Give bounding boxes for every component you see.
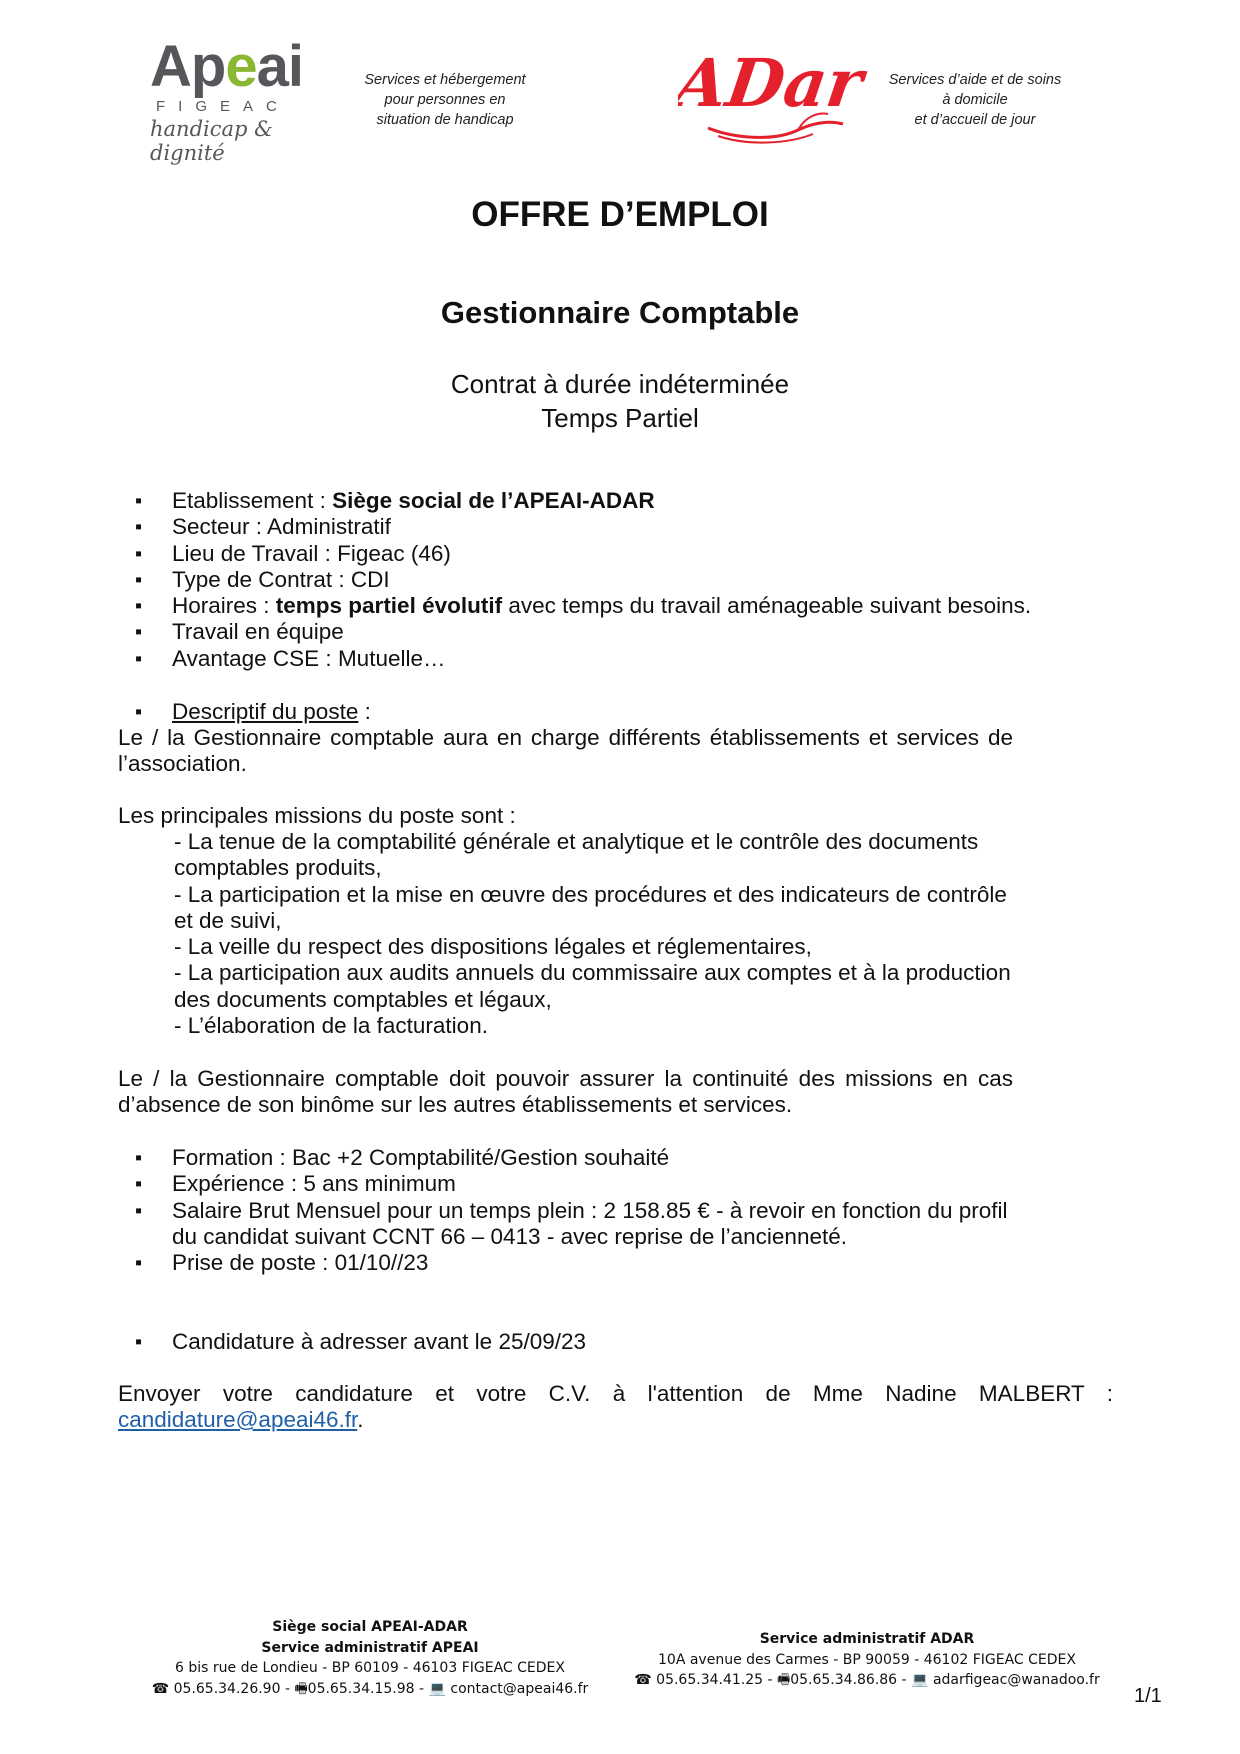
job-title: Gestionnaire Comptable [440, 295, 800, 330]
mission-item: - La veille du respect des dispositions légales et réglementaires, [174, 934, 812, 960]
list-item-horaires: ▪ Horaires : temps partiel évolutif avec temps du travail aménageable suivant besoins. [118, 593, 1118, 619]
computer-icon: 💻 [428, 1680, 446, 1697]
apeai-logo [150, 34, 320, 165]
adar-logo-graphic [678, 40, 868, 150]
svg-text:ADar: ADar [678, 44, 868, 122]
list-item-lieu: ▪ Lieu de Travail : Figeac (46) [118, 541, 1118, 567]
apeai-logo-slogan: handicap & dignité [150, 117, 273, 165]
job-details-list [118, 488, 1118, 672]
fax-icon: 🖷 [294, 1680, 308, 1697]
computer-icon: 💻 [911, 1672, 929, 1688]
descriptif-heading: ▪ Descriptif du poste : [118, 699, 1118, 725]
list-item-type-contrat: ▪ Type de Contrat : CDI [118, 567, 1118, 593]
footer-adar-email[interactable]: adarfigeac@wanadoo.fr [932, 1672, 1100, 1688]
footer-adar: Service administratif ADAR 10A avenue des Carmes - BP 90059 - 46102 FIGEAC CEDEX ☎ 05.65.34.41.25 - 🖷05.65.34.86.86 - 💻 adarfigeac@wanadoo.fr [632, 1629, 1102, 1691]
contract-type: Contrat à durée indéterminée Temps Partiel [450, 369, 790, 433]
apeai-logo-city: FIGEAC [156, 98, 290, 115]
footer-adar-contacts: ☎ 05.65.34.41.25 - 🖷05.65.34.86.86 - 💻 adarfigeac@wanadoo.fr [634, 1672, 1100, 1688]
page-number: 1/1 [1134, 1685, 1162, 1707]
send-instructions: Envoyer votre candidature et votre C.V. à l'attention de Mme Nadine MALBERT : [118, 1381, 1113, 1406]
adar-tagline: Services d’aide et de soins à domicile et d’accueil de jour [888, 72, 1062, 128]
mission-item-cont: comptables produits, [174, 855, 382, 881]
mission-item-cont: et de suivi, [174, 907, 282, 933]
list-item-avantage: ▪ Avantage CSE : Mutuelle… [118, 646, 1118, 672]
list-item-experience: ▪ Expérience : 5 ans minimum [118, 1171, 1118, 1197]
adar-logo [678, 40, 868, 150]
missions-list [118, 829, 1078, 1039]
apeai-logo-wordmark: Apeai [150, 34, 303, 99]
mission-item: - La participation aux audits annuels du commissaire aux comptes et à la production [174, 960, 1011, 986]
footer-apeai-email[interactable]: contact@apeai46.fr [450, 1680, 589, 1697]
mission-item: - La tenue de la comptabilité générale et analytique et le contrôle des documents [174, 829, 979, 854]
list-item-equipe: ▪ Travail en équipe [118, 619, 1118, 645]
deadline-row [118, 1329, 1118, 1355]
phone-icon: ☎ [151, 1680, 170, 1697]
list-item-secteur: ▪ Secteur : Administratif [118, 514, 1118, 540]
list-item-salaire: ▪ Salaire Brut Mensuel pour un temps plein : 2 158.85 € - à revoir en fonction du profil du candidat suivant CCNT 66 – 0413 - avec reprise de l’ancienneté. [118, 1198, 1118, 1251]
page-title: OFFRE D’EMPLOI [471, 195, 769, 234]
mission-item-cont: des documents comptables et légaux, [174, 986, 552, 1012]
phone-icon: ☎ [634, 1672, 652, 1688]
footer-apeai: Siège social APEAI-ADAR Service administratif APEAI 6 bis rue de Londieu - BP 60109 - 46103 FIGEAC CEDEX ☎ 05.65.34.26.90 - 🖷05.65.34.15.98 - 💻 contact@apeai46.fr [140, 1617, 600, 1699]
apeai-tagline: Services et hébergement pour personnes en situation de handicap [364, 72, 526, 128]
descriptif-intro: Le / la Gestionnaire comptable aura en charge différents établissements et services de l’association. [118, 725, 1013, 777]
fax-icon: 🖷 [777, 1672, 791, 1688]
list-item-formation: ▪ Formation : Bac +2 Comptabilité/Gestion souhaité [118, 1145, 1118, 1171]
list-item-etablissement: ▪ Etablissement : Siège social de l’APEAI-ADAR [118, 488, 1118, 514]
candidature-deadline: ▪ Candidature à adresser avant le 25/09/23 [118, 1329, 1118, 1355]
requirements-list [118, 1145, 1118, 1276]
continuity-paragraph: Le / la Gestionnaire comptable doit pouvoir assurer la continuité des missions en cas d’absence de son binôme sur les autres établissements et services. [118, 1066, 1013, 1118]
candidature-email-link[interactable]: candidature@apeai46.fr [118, 1407, 358, 1432]
missions-intro: Les principales missions du poste sont : [118, 803, 516, 828]
email-row: candidature@apeai46.fr. [118, 1407, 364, 1432]
descriptif-heading-row [118, 699, 1118, 725]
list-item-prise-de-poste: ▪ Prise de poste : 01/10//23 [118, 1250, 1118, 1276]
mission-item: - L’élaboration de la facturation. [174, 1013, 488, 1039]
mission-item: - La participation et la mise en œuvre des procédures et des indicateurs de contrôle [174, 881, 1007, 907]
footer-apeai-contacts: ☎ 05.65.34.26.90 - 🖷05.65.34.15.98 - 💻 contact@apeai46.fr [151, 1680, 589, 1697]
